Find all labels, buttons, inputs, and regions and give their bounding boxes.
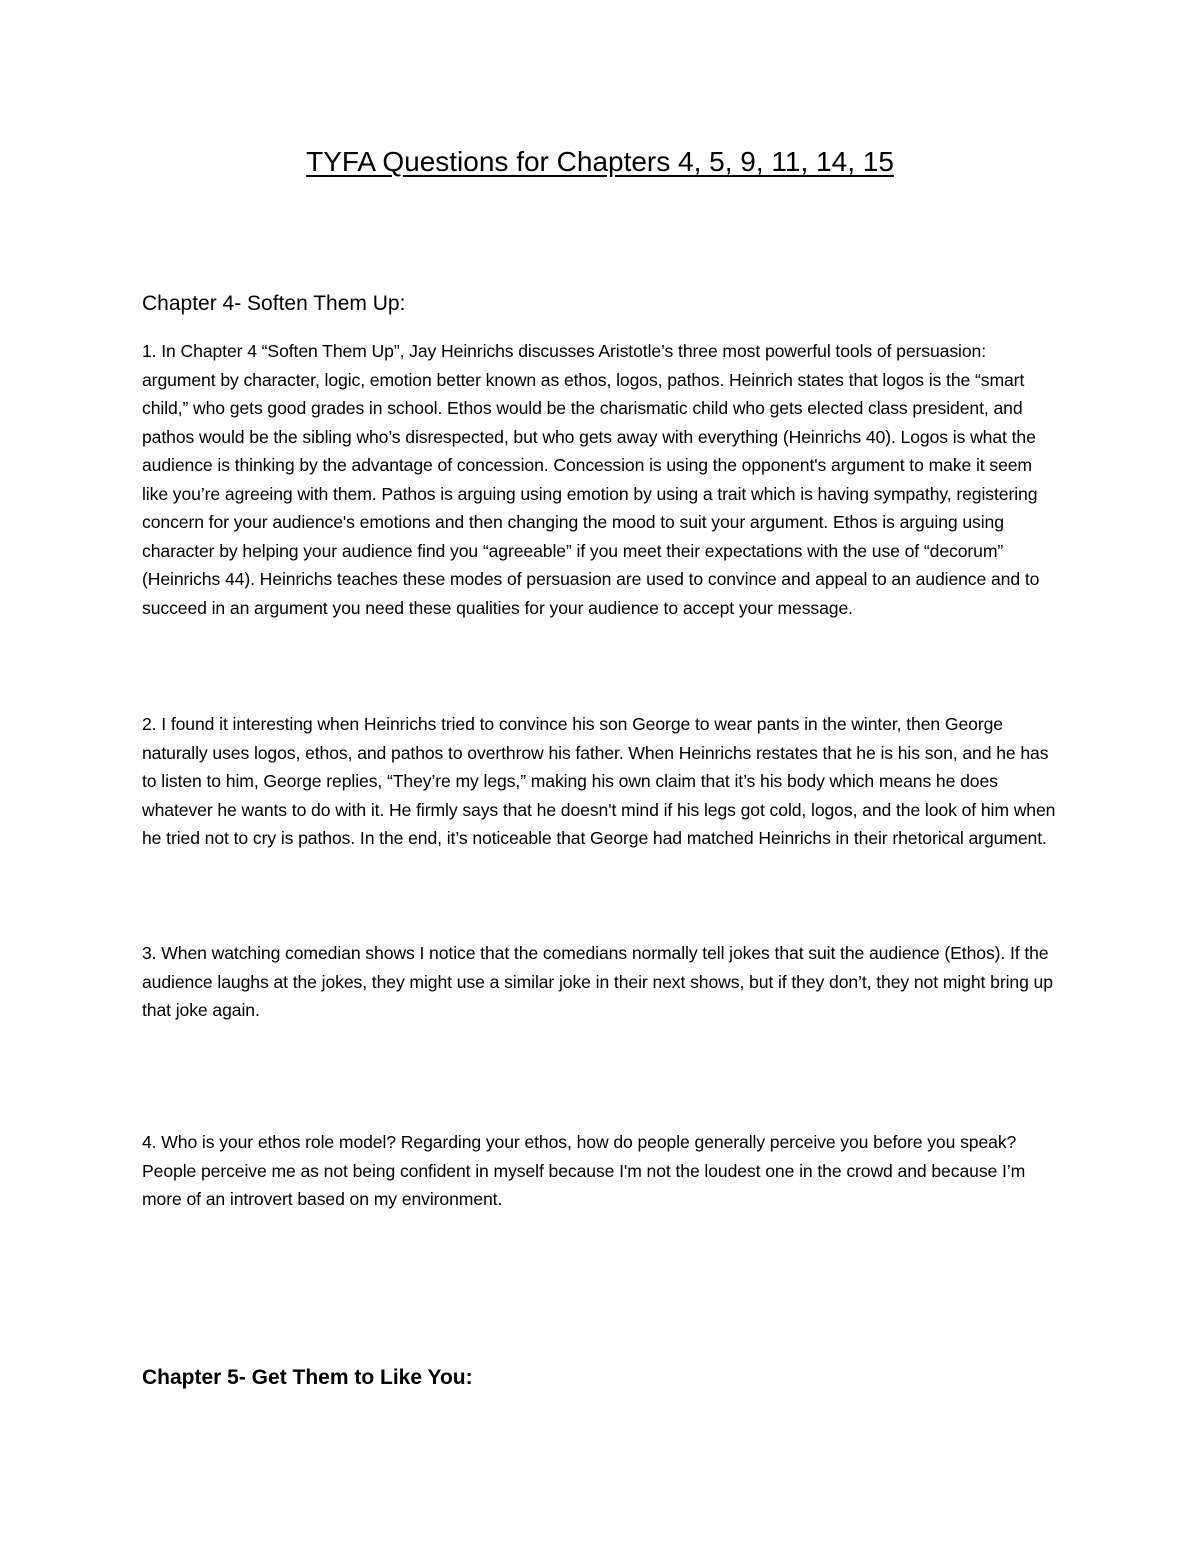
chapter-5-heading: Chapter 5- Get Them to Like You: — [142, 1366, 473, 1389]
chapter-4-heading: Chapter 4- Soften Them Up: — [142, 292, 406, 315]
answer-1-paragraph: 1. In Chapter 4 “Soften Them Up”, Jay Heinrichs discusses Aristotle’s three most powerful tools of persuasion: argument by character, logic, emotion better known as ethos, logos, pathos. Heinrich states that logos is the “smart child,” who gets good grades in school. Ethos would be the charismatic child who gets elected class president, and pathos would be the sibling who’s disrespected, but who gets away with everything (Heinrichs 40). Logos is what the audience is thinking by the advantage of concession. Concession is using the opponent's argument to make it seem like you’re agreeing with them. Pathos is arguing using emotion by using a trait which is having sympathy, registering concern for your audience's emotions and then changing the mood to suit your argument. Ethos is arguing using character by helping your audience find you “agreeable” if you meet their expectations with the use of “decorum” (Heinrichs 44). Heinrichs teaches these modes of persuasion are used to convince and appeal to an audience and to succeed in an argument you need these qualities for your audience to accept your message. — [142, 341, 1040, 618]
answer-4-paragraph: 4. Who is your ethos role model? Regarding your ethos, how do people generally perceive you before you speak? People perceive me as not being confident in myself because I'm not the loudest one in the crowd and because I’m more of an introvert based on my environment. — [142, 1132, 1026, 1209]
document-title: TYFA Questions for Chapters 4, 5, 9, 11, 14, 15 — [306, 146, 894, 177]
answer-3-paragraph: 3. When watching comedian shows I notice that the comedians normally tell jokes that suit the audience (Ethos). If the audience laughs at the jokes, they might use a similar joke in their next shows, but if they don’t, they not might bring up that joke again. — [142, 943, 1053, 1020]
answer-2-paragraph: 2. I found it interesting when Heinrichs tried to convince his son George to wear pants in the winter, then George naturally uses logos, ethos, and pathos to overthrow his father. When Heinrichs restates that he is his son, and he has to listen to him, George replies, “They’re my legs,” making his own claim that it’s his body which means he does whatever he wants to do with it. He firmly says that he doesn't mind if his legs got cold, logos, and the look of him when he tried not to cry is pathos. In the end, it’s noticeable that George had matched Heinrichs in their rhetorical argument. — [142, 714, 1056, 848]
